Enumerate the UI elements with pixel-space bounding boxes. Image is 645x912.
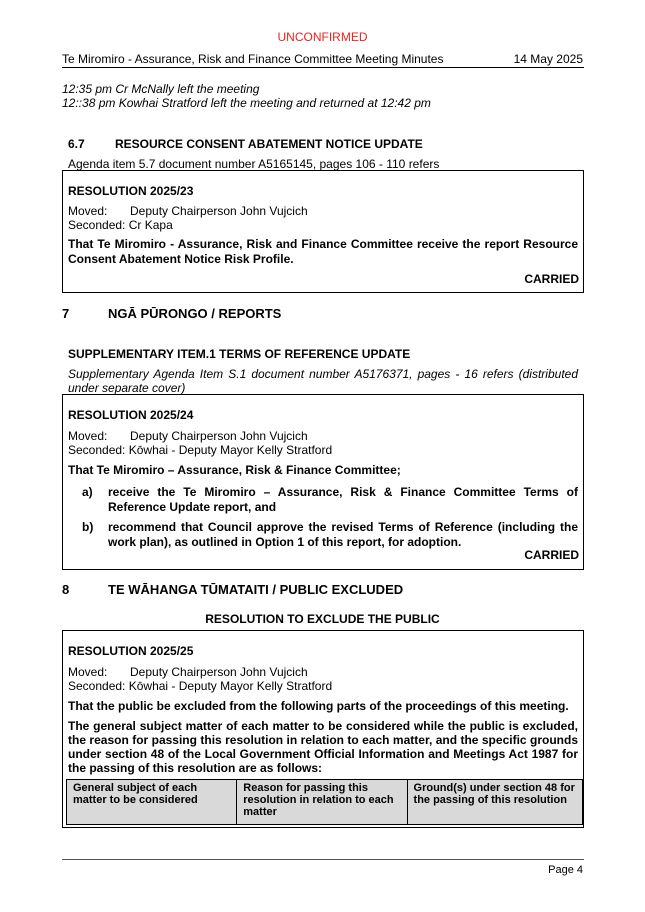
- list-item: recommend that Council approve the revised Terms of Reference (including the work plan), as outlined in Option 1 of this report, for adoption.: [108, 520, 578, 549]
- carried-label: CARRIED: [524, 548, 579, 562]
- list-marker: b): [82, 520, 94, 534]
- list-item: receive the Te Miromiro – Assurance, Risk & Finance Committee Terms of Reference Update report, and: [108, 485, 578, 514]
- document-title: Te Miromiro - Assurance, Risk and Finance Committee Meeting Minutes: [62, 52, 444, 66]
- resolution-text: That Te Miromiro - Assurance, Risk and Finance Committee receive the report Resource Consent Abatement Notice Risk Profile.: [68, 237, 578, 266]
- table-header-cell: Reason for passing this resolution in relation to each matter: [237, 780, 407, 825]
- moved-line: [68, 429, 308, 443]
- section-title: TE WĀHANGA TŪMATAITI / PUBLIC EXCLUDED: [108, 582, 404, 597]
- moved-name: Deputy Chairperson John Vujcich: [130, 204, 308, 218]
- carried-label: CARRIED: [524, 272, 579, 286]
- moved-line: [68, 665, 308, 679]
- resolution-intro: That Te Miromiro – Assurance, Risk & Finance Committee;: [68, 463, 401, 477]
- item-number: 6.7: [68, 137, 85, 151]
- footer-rule: [62, 859, 584, 860]
- moved-name: Deputy Chairperson John Vujcich: [130, 429, 308, 443]
- moved-name: Deputy Chairperson John Vujcich: [130, 665, 308, 679]
- resolution-number: RESOLUTION 2025/25: [68, 644, 194, 658]
- header-rule: [62, 67, 584, 68]
- moved-label: Moved:: [68, 665, 108, 679]
- seconded-line: [68, 443, 332, 457]
- section-title: NGĀ PŪRONGO / REPORTS: [108, 306, 282, 321]
- seconded-name: Cr Kapa: [128, 218, 173, 232]
- table-header-cell: Ground(s) under section 48 for the passing of this resolution: [407, 780, 582, 825]
- moved-label: Moved:: [68, 429, 108, 443]
- table-header-cell: General subject of each matter to be considered: [67, 780, 237, 825]
- resolution-text: That the public be excluded from the following parts of the proceedings of this meeting.: [68, 699, 569, 713]
- seconded-line: [68, 679, 332, 693]
- unconfirmed-label: UNCONFIRMED: [277, 30, 368, 44]
- resolution-text: The general subject matter of each matter to be considered while the public is excluded, the reason for passing this resolution in relation to each matter, and the specific grounds under section 48 of the Local Government Official Information and Meetings Act 1987 for the passing of this resolution are as follows:: [68, 719, 578, 775]
- seconded-label: Seconded:: [68, 218, 126, 232]
- resolution-number: RESOLUTION 2025/23: [68, 184, 194, 198]
- item-title: SUPPLEMENTARY ITEM.1 TERMS OF REFERENCE UPDATE: [68, 347, 411, 361]
- item-title: RESOURCE CONSENT ABATEMENT NOTICE UPDATE: [115, 137, 423, 151]
- page-number: Page 4: [548, 864, 583, 876]
- agenda-reference: Agenda item 5.7 document number A5165145, pages 106 - 110 refers: [68, 157, 440, 171]
- agenda-reference: Supplementary Agenda Item S.1 document number A5176371, pages - 16 refers (distributed under separate cover): [68, 367, 578, 395]
- list-marker: a): [82, 485, 93, 499]
- section-subtitle: RESOLUTION TO EXCLUDE THE PUBLIC: [205, 612, 440, 626]
- section-number: 8: [62, 582, 70, 597]
- seconded-name: Kōwhai - Deputy Mayor Kelly Stratford: [128, 679, 333, 693]
- seconded-label: Seconded:: [68, 679, 126, 693]
- moved-label: Moved:: [68, 204, 108, 218]
- seconded-label: Seconded:: [68, 443, 126, 457]
- table-header-row: [67, 780, 583, 825]
- seconded-line: [68, 218, 173, 232]
- note-line: 12::38 pm Kowhai Stratford left the meeting and returned at 12:42 pm: [62, 96, 431, 110]
- section-number: 7: [62, 306, 70, 321]
- resolution-number: RESOLUTION 2025/24: [68, 408, 194, 422]
- public-excluded-table: [66, 779, 583, 825]
- seconded-name: Kōwhai - Deputy Mayor Kelly Stratford: [128, 443, 333, 457]
- note-line: 12:35 pm Cr McNally left the meeting: [62, 82, 260, 96]
- document-date: 14 May 2025: [513, 52, 583, 66]
- moved-line: [68, 204, 308, 218]
